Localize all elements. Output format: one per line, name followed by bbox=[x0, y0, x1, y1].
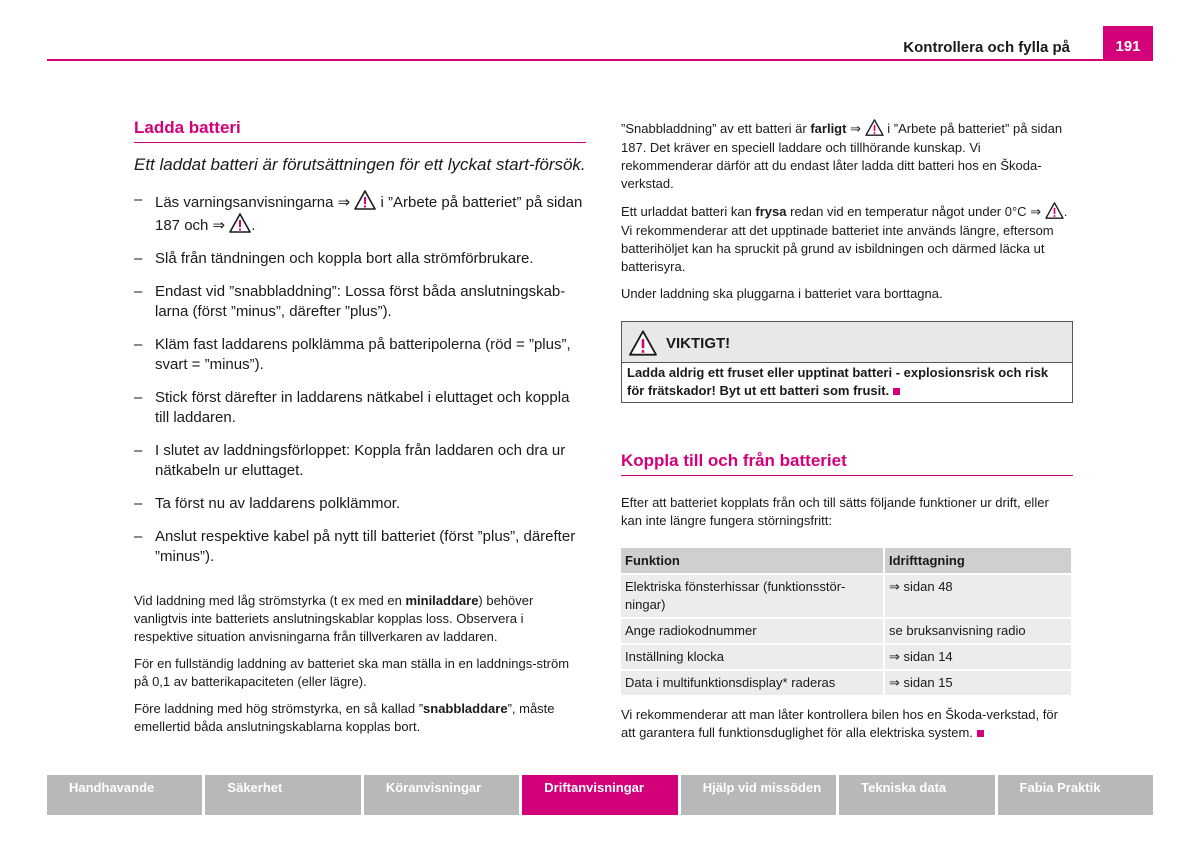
chapter-navigation bbox=[47, 775, 1153, 815]
step-text: Slå från tändningen och koppla bort alla strömförbrukare. bbox=[155, 250, 534, 267]
arrow-icon: ⇒ bbox=[850, 122, 861, 137]
column-header: Idrifttagning bbox=[884, 548, 1072, 574]
table-cell: Ange radiokodnummer bbox=[621, 618, 884, 644]
arrow-icon: ⇒ bbox=[212, 216, 226, 234]
paragraph-snabbladdning bbox=[621, 119, 1073, 193]
list-item bbox=[134, 249, 586, 269]
bold-term: snabbladdare bbox=[423, 701, 508, 716]
nav-tab-tekniska-data[interactable]: Tekniska data bbox=[839, 775, 994, 815]
important-text: Ladda aldrig ett fruset eller upptinat batteri - explosionsrisk och risk för frätskador! Byt ut ett batteri som frusit. bbox=[627, 365, 1049, 398]
table-cell: Elektriska fönsterhissar (funktionsstör-ningar) bbox=[621, 574, 884, 618]
paragraph-rekommendation bbox=[621, 706, 1073, 742]
end-of-section-marker bbox=[893, 388, 900, 395]
functions-table bbox=[621, 548, 1073, 697]
dash-bullet: – bbox=[134, 528, 143, 545]
paragraph-snabbladdare bbox=[134, 700, 586, 736]
warning-icon bbox=[229, 213, 251, 233]
nav-tab-fabia-praktik[interactable]: Fabia Praktik bbox=[998, 775, 1153, 815]
table-cell: ⇒ sidan 48 bbox=[884, 574, 1072, 618]
table-cell: Data i multifunktionsdisplay* raderas bbox=[621, 670, 884, 696]
step-text: Kläm fast laddarens polklämma på batteripolerna (röd = ”plus”, svart = ”minus”). bbox=[155, 336, 571, 373]
section-title-ladda-batteri: Ladda batteri bbox=[134, 118, 586, 143]
warning-icon bbox=[628, 330, 658, 356]
paragraph-frysa bbox=[621, 202, 1073, 276]
step-text: Endast vid ”snabbladdning”: Lossa först båda anslutningskab-larna (först ”minus”, därefter ”plus”). bbox=[155, 283, 566, 320]
text-run: Ett urladdat batteri kan bbox=[621, 204, 756, 219]
table-header-row bbox=[621, 548, 1072, 574]
dash-bullet: – bbox=[134, 336, 143, 353]
table-cell: ⇒ sidan 14 bbox=[884, 644, 1072, 670]
step-text: Läs varningsanvisningarna bbox=[155, 194, 338, 211]
list-item bbox=[134, 190, 586, 236]
nav-tab-handhavande[interactable]: Handhavande bbox=[47, 775, 202, 815]
text-run: Vid laddning med låg strömstyrka (t ex med en bbox=[134, 593, 406, 608]
table-row bbox=[621, 644, 1072, 670]
bold-term: miniladdare bbox=[405, 593, 479, 608]
table-cell: se bruksanvisning radio bbox=[884, 618, 1072, 644]
text-run: ”Snabbladdning” av ett batteri är bbox=[621, 121, 811, 136]
warning-icon bbox=[865, 119, 884, 136]
step-text: i ”Arbete på batteriet” på sidan 187 och bbox=[155, 194, 583, 234]
bold-term: frysa bbox=[755, 204, 787, 219]
step-text: Anslut respektive kabel på nytt till batteriet (först ”plus”, därefter ”minus”). bbox=[155, 528, 576, 565]
header-rule bbox=[47, 59, 1153, 61]
dash-bullet: – bbox=[134, 442, 143, 459]
text-run: . Vi rekommenderar att det upptinade batteriet inte används längre, eftersom batterihöljet kan ha spruckit på grund av isbildningen och därmed läcka ut batterisyra. bbox=[621, 204, 1068, 274]
table-cell: ⇒ sidan 15 bbox=[884, 670, 1072, 696]
column-header: Funktion bbox=[621, 548, 884, 574]
list-item bbox=[134, 527, 586, 567]
important-warning-box bbox=[621, 321, 1073, 403]
list-item bbox=[134, 388, 586, 428]
nav-tab-koranvisningar[interactable]: Köranvisningar bbox=[364, 775, 519, 815]
nav-tab-hjalp-vid-missoden[interactable]: Hjälp vid missöden bbox=[681, 775, 836, 815]
warning-icon bbox=[354, 190, 376, 210]
dash-bullet: – bbox=[134, 389, 143, 406]
dash-bullet: – bbox=[134, 283, 143, 300]
text-run: i ”Arbete på batteriet” på sidan 187. Det kräver en speciell laddare och tillhörande kunskap. Vi rekommenderar därför att du endast låter ladda ditt batteri hos en Škoda-verkstad. bbox=[621, 121, 1063, 191]
left-column bbox=[134, 118, 586, 745]
running-header-title: Kontrollera och fylla på bbox=[903, 39, 1070, 56]
text-run: Före laddning med hög strömstyrka, en så kallad ” bbox=[134, 701, 424, 716]
paragraph-funktioner: Efter att batteriet kopplats från och till sätts följande funktioner ur drift, eller kan inte längre fungera störningsfritt: bbox=[621, 495, 1049, 528]
table-row bbox=[621, 670, 1072, 696]
step-text: . bbox=[251, 217, 256, 234]
step-text: Ta först nu av laddarens polklämmor. bbox=[155, 495, 401, 512]
end-of-section-marker bbox=[977, 730, 984, 737]
text-run: ) behöver vanligtvis inte batteriets anslutningskablar kopplas loss. Observera i respektive situation anvisningarna från tillverkaren av laddaren. bbox=[134, 593, 534, 644]
text-run: redan vid en temperatur något under 0°C bbox=[786, 204, 1031, 219]
list-item bbox=[134, 335, 586, 375]
list-item bbox=[134, 282, 586, 322]
nav-tab-driftanvisningar[interactable]: Driftanvisningar bbox=[522, 775, 677, 815]
table-row bbox=[621, 574, 1072, 618]
warning-icon bbox=[1045, 202, 1064, 219]
dash-bullet: – bbox=[134, 250, 143, 267]
important-heading: VIKTIGT! bbox=[666, 334, 731, 352]
bold-term: farligt bbox=[810, 121, 847, 136]
lead-text: Ett laddat batteri är förutsättningen för ett lyckat start-försök. bbox=[134, 155, 586, 174]
page-number: 191 bbox=[1103, 26, 1153, 60]
right-column bbox=[621, 119, 1073, 751]
list-item bbox=[134, 494, 586, 514]
section-title-koppla: Koppla till och från batteriet bbox=[621, 451, 1073, 476]
paragraph-laddningsstrom: För en fullständig laddning av batteriet ska man ställa in en laddnings-ström på 0,1 av batterikapaciteten (eller lägre). bbox=[134, 656, 570, 689]
text-run: ”, måste emellertid båda anslutningskablarna kopplas bort. bbox=[134, 701, 555, 734]
paragraph-miniladdare bbox=[134, 592, 586, 646]
arrow-icon: ⇒ bbox=[1030, 205, 1042, 220]
step-text: I slutet av laddningsförloppet: Koppla från laddaren och dra ur nätkabeln ur eluttaget. bbox=[155, 442, 566, 479]
step-list bbox=[134, 190, 586, 567]
nav-tab-sakerhet[interactable]: Säkerhet bbox=[205, 775, 360, 815]
dash-bullet: – bbox=[134, 191, 143, 208]
arrow-icon: ⇒ bbox=[337, 193, 351, 211]
text-run: Vi rekommenderar att man låter kontrollera bilen hos en Škoda-verkstad, för att garantera full funktionsduglighet för alla elektriska system. bbox=[621, 707, 1058, 740]
table-row bbox=[621, 618, 1072, 644]
dash-bullet: – bbox=[134, 495, 143, 512]
step-text: Stick först därefter in laddarens nätkabel i eluttaget och koppla till laddaren. bbox=[155, 389, 570, 426]
important-header bbox=[622, 322, 1072, 363]
list-item bbox=[134, 441, 586, 481]
paragraph-pluggar: Under laddning ska pluggarna i batteriet vara borttagna. bbox=[621, 286, 943, 301]
table-cell: Inställning klocka bbox=[621, 644, 884, 670]
important-body bbox=[622, 363, 1072, 402]
